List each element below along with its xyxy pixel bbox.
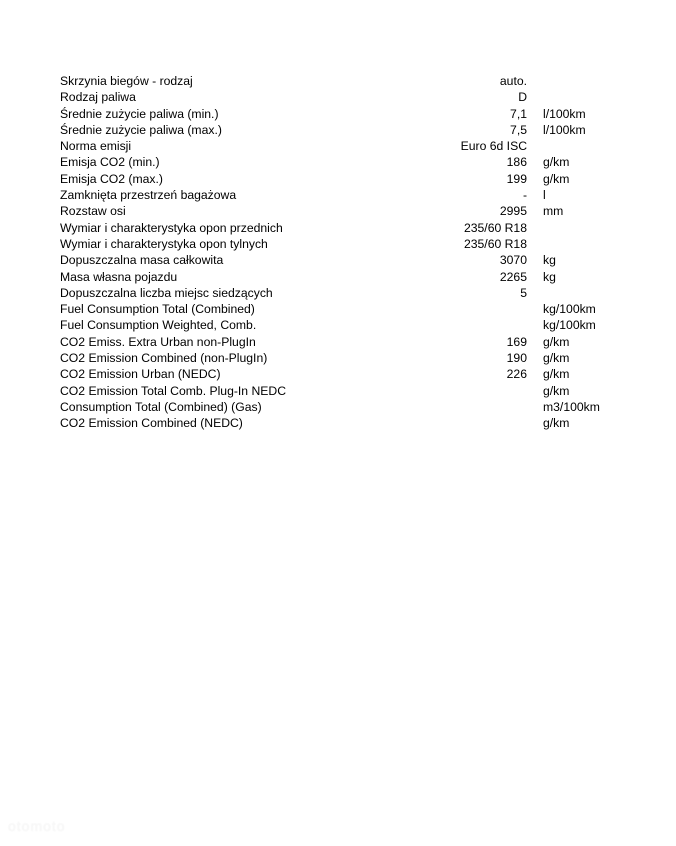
spec-row xyxy=(60,187,620,203)
spec-label: Rodzaj paliwa xyxy=(60,90,136,105)
spec-value: 2265 xyxy=(499,269,527,284)
spec-row xyxy=(60,73,620,89)
spec-value: Euro 6d ISC xyxy=(460,139,527,154)
spec-label: Norma emisji xyxy=(60,139,132,154)
spec-row xyxy=(60,383,620,399)
spec-unit: kg xyxy=(543,269,556,284)
spec-unit: kg/100km xyxy=(543,302,596,317)
spec-row xyxy=(60,252,620,268)
spec-value: 2995 xyxy=(499,204,527,219)
spec-label: Masa własna pojazdu xyxy=(60,269,178,284)
spec-label: Dopuszczalna liczba miejsc siedzących xyxy=(60,285,273,300)
spec-row xyxy=(60,154,620,170)
spec-label: Średnie zużycie paliwa (min.) xyxy=(60,106,219,121)
spec-unit: l/100km xyxy=(543,122,586,137)
spec-row xyxy=(60,285,620,301)
spec-row xyxy=(60,350,620,366)
spec-unit: g/km xyxy=(543,155,570,170)
spec-unit: l xyxy=(543,188,546,203)
spec-value: 7,1 xyxy=(510,106,527,121)
spec-value: 226 xyxy=(506,367,527,382)
spec-value: 3070 xyxy=(499,253,527,268)
spec-unit: m3/100km xyxy=(543,399,600,414)
spec-value: 235/60 R18 xyxy=(463,220,527,235)
spec-unit: g/km xyxy=(543,351,570,366)
spec-row xyxy=(60,89,620,105)
spec-unit: g/km xyxy=(543,334,570,349)
spec-label: Średnie zużycie paliwa (max.) xyxy=(60,122,222,137)
spec-row xyxy=(60,334,620,350)
spec-label: CO2 Emission Combined (NEDC) xyxy=(60,416,243,431)
spec-label: Fuel Consumption Total (Combined) xyxy=(60,302,255,317)
spec-label: Rozstaw osi xyxy=(60,204,126,219)
spec-value: auto. xyxy=(499,74,527,88)
spec-label: CO2 Emiss. Extra Urban non-PlugIn xyxy=(60,334,256,349)
spec-row xyxy=(60,317,620,333)
spec-value: 5 xyxy=(520,285,527,300)
spec-row xyxy=(60,203,620,219)
spec-row xyxy=(60,220,620,236)
spec-table xyxy=(60,73,620,432)
spec-value: 199 xyxy=(506,171,527,186)
spec-label: Emisja CO2 (min.) xyxy=(60,155,160,170)
spec-unit: g/km xyxy=(543,383,570,398)
spec-label: Wymiar i charakterystyka opon tylnych xyxy=(60,236,268,251)
spec-label: Skrzynia biegów - rodzaj xyxy=(60,74,193,88)
spec-row xyxy=(60,138,620,154)
spec-unit: g/km xyxy=(543,416,570,431)
spec-label: Consumption Total (Combined) (Gas) xyxy=(60,399,262,414)
spec-value: 169 xyxy=(506,334,527,349)
spec-row xyxy=(60,122,620,138)
spec-label: CO2 Emission Combined (non-PlugIn) xyxy=(60,351,268,366)
spec-value: - xyxy=(522,188,527,203)
spec-row xyxy=(60,269,620,285)
spec-label: CO2 Emission Total Comb. Plug-In NEDC xyxy=(60,383,286,398)
spec-label: CO2 Emission Urban (NEDC) xyxy=(60,367,221,382)
spec-unit: kg/100km xyxy=(543,318,596,333)
spec-label: Fuel Consumption Weighted, Comb. xyxy=(60,318,257,333)
spec-unit: kg xyxy=(543,253,556,268)
spec-unit: g/km xyxy=(543,171,570,186)
spec-row xyxy=(60,366,620,382)
spec-row xyxy=(60,415,620,431)
spec-value: 7,5 xyxy=(510,122,527,137)
spec-value: 190 xyxy=(506,351,527,366)
spec-unit: g/km xyxy=(543,367,570,382)
spec-label: Dopuszczalna masa całkowita xyxy=(60,253,224,268)
watermark-logo: otomoto xyxy=(8,818,66,834)
spec-row xyxy=(60,106,620,122)
spec-label: Emisja CO2 (max.) xyxy=(60,171,163,186)
spec-value: 235/60 R18 xyxy=(463,236,527,251)
spec-value: 186 xyxy=(506,155,527,170)
spec-label: Zamknięta przestrzeń bagażowa xyxy=(60,188,237,203)
spec-label: Wymiar i charakterystyka opon przednich xyxy=(60,220,283,235)
spec-row xyxy=(60,171,620,187)
spec-unit: l/100km xyxy=(543,106,586,121)
spec-row xyxy=(60,399,620,415)
spec-row xyxy=(60,301,620,317)
spec-row xyxy=(60,236,620,252)
spec-value: D xyxy=(518,90,527,105)
spec-unit: mm xyxy=(543,204,564,219)
